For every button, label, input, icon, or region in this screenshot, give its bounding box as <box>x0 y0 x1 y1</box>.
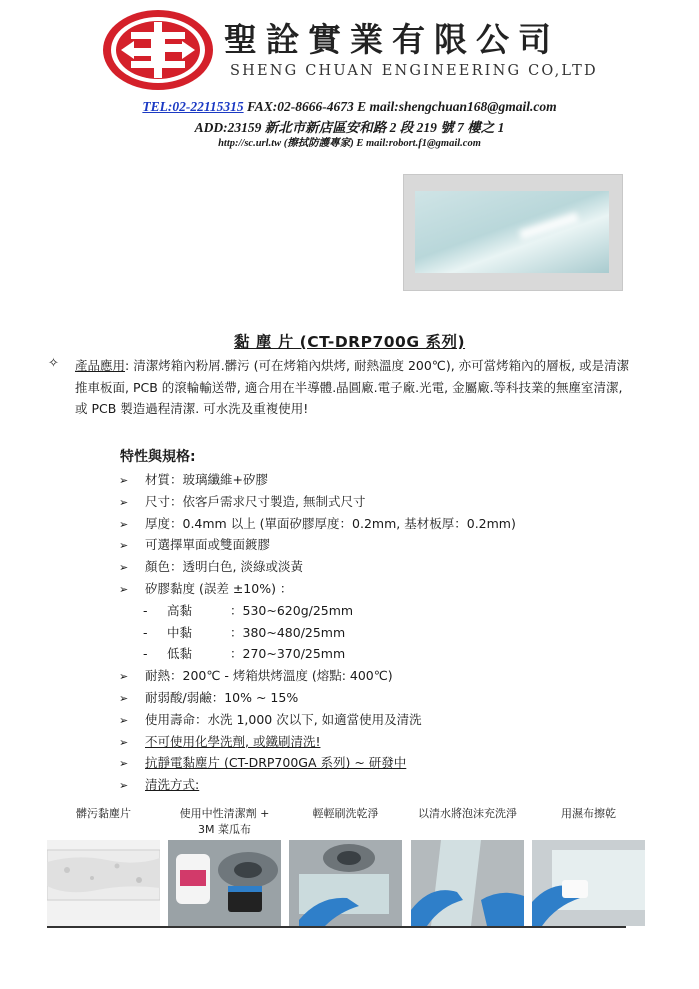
spec-item: ➢ 可選擇單面或雙面鍍膠 <box>119 534 639 556</box>
bottom-divider <box>47 926 626 928</box>
spec-item: ➢ 使用壽命：水洗 1,000 次以下, 如適當使用及清洗 <box>119 709 639 731</box>
arrow-bullet-icon: ➢ <box>119 582 129 596</box>
step-caption: 使用中性清潔劑 + 3M 菜瓜布 <box>179 807 270 836</box>
contact-line-1 <box>0 99 699 115</box>
arrow-bullet-icon: ➢ <box>119 779 129 793</box>
viscosity-sub-item: - 中黏 ：380~480/25mm <box>143 624 346 640</box>
scrub-photo <box>289 840 402 926</box>
product-title: 黏 塵 片 (CT-DRP700G 系列) <box>233 333 466 351</box>
spec-item: ➢ 尺寸：依客戶需求尺寸製造, 無制式尺寸 <box>119 491 639 513</box>
spec-item-warning: ➢ 不可使用化學洗劑, 或鐵刷清洗! <box>119 731 639 753</box>
step-dirty-sheet <box>47 806 160 844</box>
spec-item: ➢ 耐弱酸/弱鹼：10% ~ 15% <box>119 687 639 709</box>
arrow-bullet-icon: ➢ <box>119 539 129 553</box>
spec-item: ➢ 材質：玻璃纖維+矽膠 <box>119 469 639 491</box>
silicone-sheet-image <box>415 191 609 273</box>
application-label: 產品應用 <box>75 358 126 373</box>
arrow-bullet-icon: ➢ <box>119 517 129 531</box>
tel-link[interactable]: TEL:02-22115315 <box>142 99 244 114</box>
specs-list <box>119 469 639 796</box>
step-scrub <box>289 806 402 844</box>
arrow-bullet-icon: ➢ <box>119 561 129 575</box>
address-line: ADD:23159 新北市新店區安和路 2 段 219 號 7 樓之 1 <box>194 120 505 135</box>
rinse-photo <box>411 840 524 926</box>
dry-wipe-photo <box>532 840 645 926</box>
spec-item: ➢ 厚度：0.4mm 以上 (單面矽膠厚度：0.2mm, 基材板厚：0.2mm) <box>119 513 639 535</box>
step-caption: 髒污黏塵片 <box>76 807 131 820</box>
arrow-bullet-icon: ➢ <box>119 757 129 771</box>
cleaning-steps <box>47 806 625 926</box>
arrow-bullet-icon: ➢ <box>119 670 129 684</box>
viscosity-sub-item: - 低黏 ：270~370/25mm <box>143 646 346 662</box>
dirty-sheet-photo <box>47 840 160 926</box>
spec-item: ➢ 顏色：透明白色, 淡綠或淡黃 <box>119 556 639 578</box>
spec-item-cleaning: ➢ 清洗方式: <box>119 774 639 796</box>
arrow-bullet-icon: ➢ <box>119 495 129 509</box>
arrow-bullet-icon: ➢ <box>119 691 129 705</box>
company-name-cn: 聖詮實業有限公司 <box>224 20 560 59</box>
sc-logo-icon <box>101 8 215 92</box>
company-name-en: SHENG CHUAN ENGINEERING CO,LTD <box>230 63 598 79</box>
spec-item-antistatic: ➢ 抗靜電黏塵片 (CT-DRP700GA 系列) ~ 研發中 <box>119 752 639 774</box>
specs-heading: 特性與規格: <box>120 449 196 465</box>
step-caption: 用濕布擦乾 <box>561 807 616 820</box>
arrow-bullet-icon: ➢ <box>119 713 129 727</box>
product-photo <box>403 174 623 291</box>
step-caption: 輕輕刷洗乾淨 <box>312 807 379 820</box>
detergent-sponge-photo <box>168 840 281 926</box>
application-paragraph <box>75 355 635 420</box>
step-rinse <box>411 806 524 844</box>
fax-email: FAX:02-8666-4673 E mail:shengchuan168@gmail.com <box>243 99 557 114</box>
step-caption: 以清水將泡沫充洗淨 <box>418 807 517 820</box>
step-dry <box>532 806 645 844</box>
viscosity-sub-item: - 高黏 ：530~620g/25mm <box>143 602 354 618</box>
arrow-bullet-icon: ➢ <box>119 474 129 487</box>
arrow-bullet-icon: ➢ <box>119 735 129 749</box>
application-text: : 清潔烤箱內粉屑.髒污 (可在烤箱內烘烤, 耐熱溫度 200℃), 亦可當烤箱內的層板, 或是清潔推車板面, PCB 的滾輪輸送帶, 適合用在半導體.晶圓廠.電子廠.光電, 金屬廠.等科技業的無塵室清潔, 或 PCB 製造過程清潔. 可水洗及重複使用! <box>75 358 630 416</box>
web-line: http://sc.url.tw (擦拭防護專家) E mail:robort.f1@gmail.com <box>218 138 481 149</box>
step-detergent <box>168 806 281 844</box>
spec-item: ➢ 矽膠黏度 (誤差 ±10%) ： <box>119 578 639 600</box>
spec-item: ➢ 耐熱：200℃ - 烤箱烘烤溫度 (熔點: 400℃) <box>119 665 639 687</box>
diamond-bullet-icon: ✧ <box>48 356 59 371</box>
